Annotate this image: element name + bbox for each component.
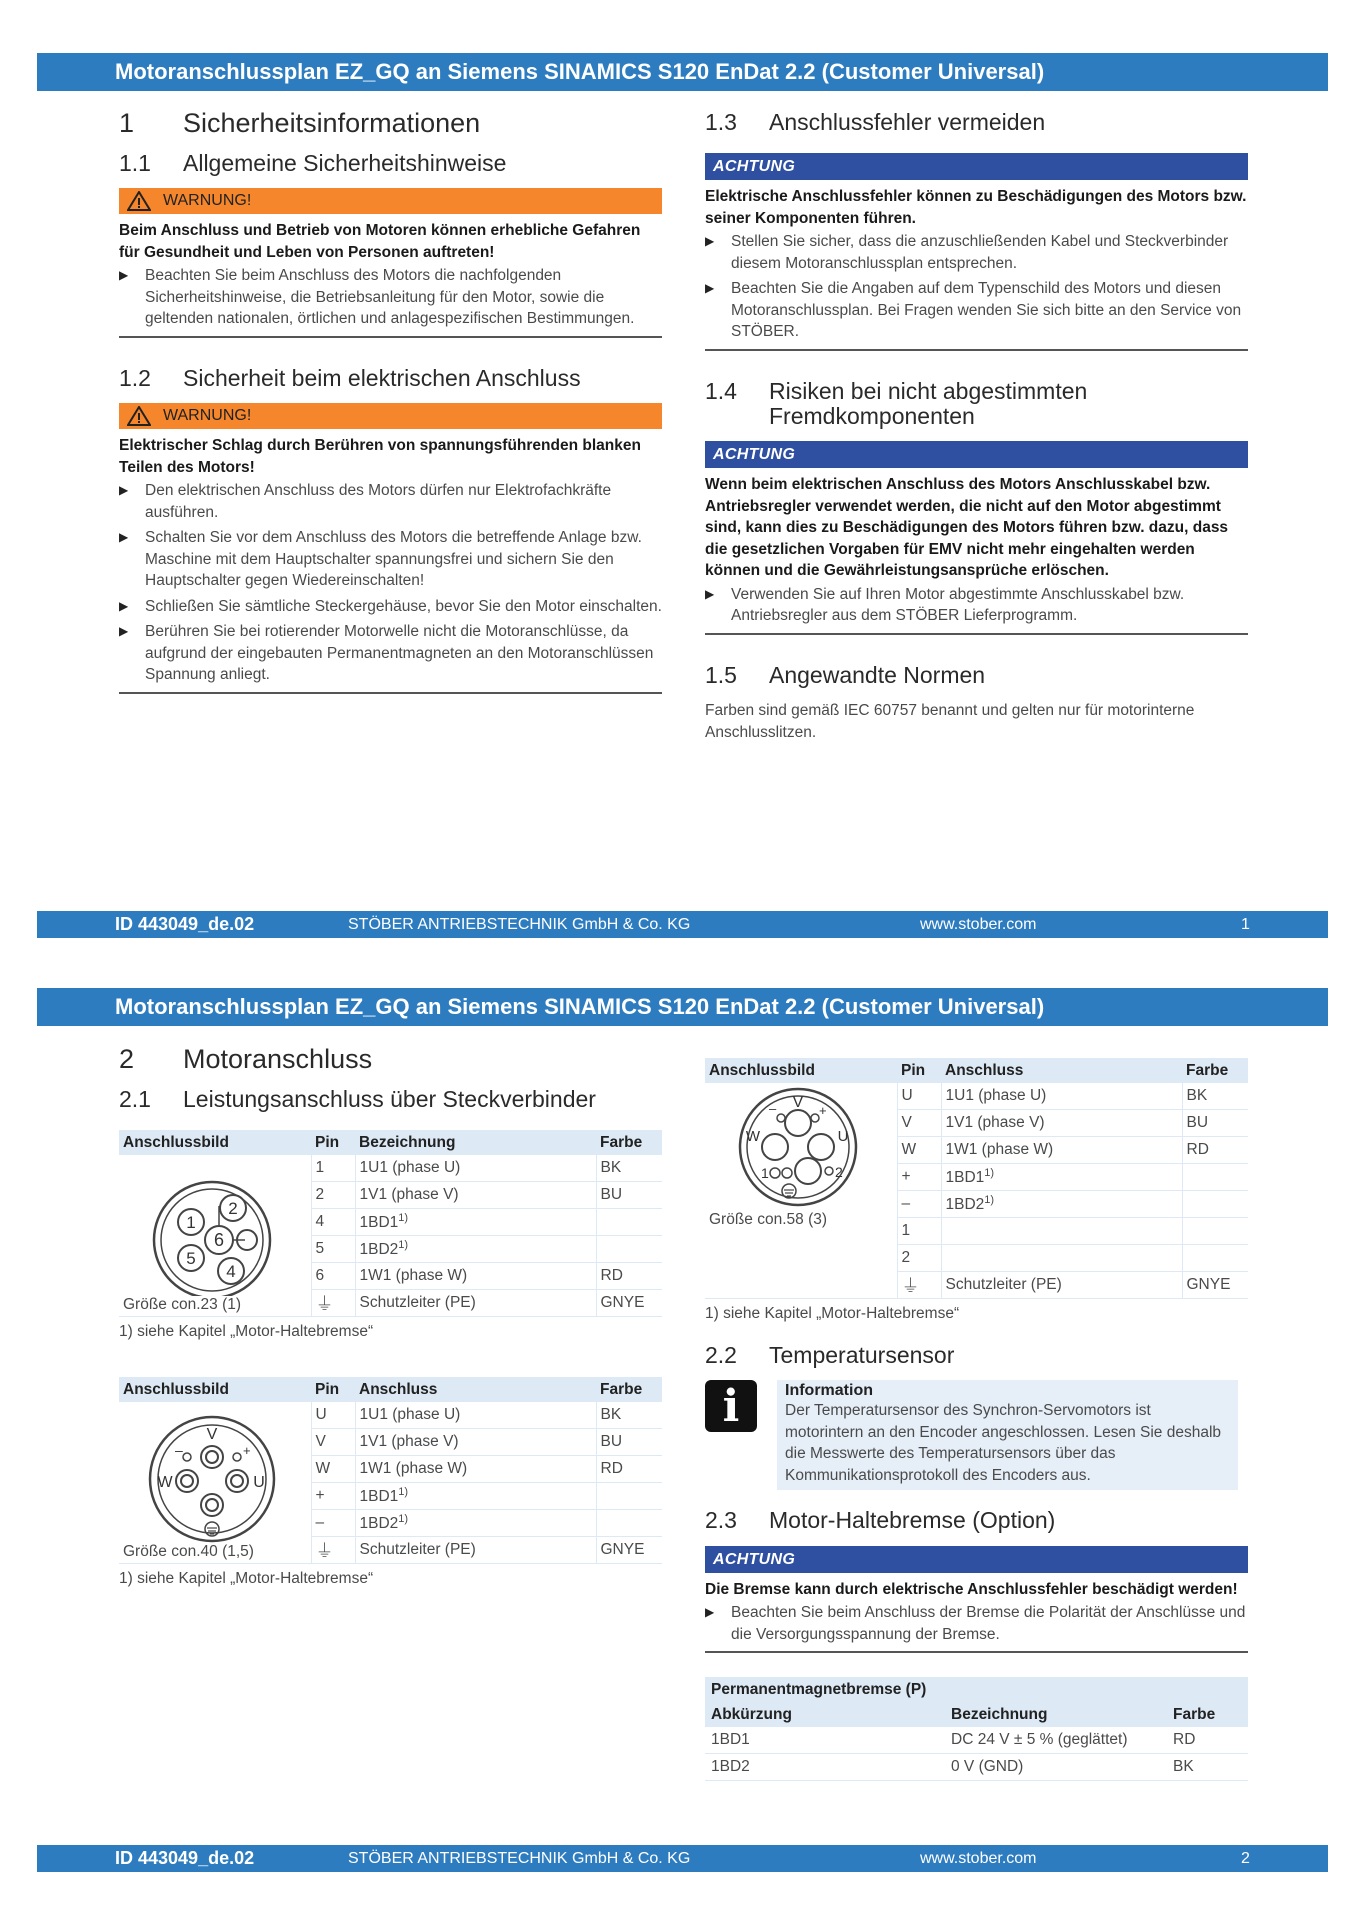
section-number: 2.1 [119, 1086, 151, 1113]
information-text: Der Temperatursensor des Synchron-Servomotors ist motorintern an den Encoder angeschlossen. Lesen Sie deshalb die Messwerte des Temperatursensors über das Kommunikationsprotokoll des Encoders aus. [785, 1402, 1222, 1484]
designation-text: 1BD1 [359, 1214, 399, 1232]
connector-size-caption: Größe con.58 (3) [709, 1211, 828, 1228]
connection-cell [941, 1191, 1182, 1218]
notice-banner: ACHTUNG [705, 1546, 1248, 1573]
designation-cell [355, 1155, 596, 1182]
bullet-arrow-icon: ▶ [705, 281, 715, 296]
color-cell [1182, 1218, 1248, 1245]
connection-cell [941, 1137, 1182, 1164]
svg-text:U: U [253, 1474, 265, 1492]
notice-statement: Wenn beim elektrischen Anschluss des Motors Anschlusskabel bzw. Antriebsregler verwendet werden, die nicht auf den Motor abgestimmt sind, kann dies zu Beschädigungen des Motors führen bzw. dazu, dass die gesetzlichen Vorgaben für EMV nicht mehr eingehalten werden können und die Gewährleistungsansprüche erlöschen. [705, 476, 1229, 580]
connection-text: 1BD1 [945, 1169, 985, 1187]
pin-cell: 2 [311, 1182, 355, 1209]
list-item-text: Schließen Sie sämtliche Steckergehäuse, bevor Sie den Motor einschalten. [145, 597, 662, 615]
section-title: Sicherheitsinformationen [183, 108, 481, 138]
designation-text: 1W1 (phase W) [359, 1267, 468, 1285]
bullet-arrow-icon: ▶ [705, 234, 715, 249]
list-item [119, 621, 662, 686]
color-cell: GNYE [596, 1290, 662, 1317]
warning-statement: Elektrischer Schlag durch Berühren von spannungsführenden blanken Teilen des Motors! [119, 437, 641, 476]
color-cell: BU [1182, 1110, 1248, 1137]
color-cell: BK [1182, 1083, 1248, 1110]
page2-left-column [119, 1044, 662, 1588]
color-cell: RD [1182, 1137, 1248, 1164]
list-item-text: Beachten Sie beim Anschluss der Bremse die Polarität der Anschlüsse und die Versorgungsspannung der Bremse. [731, 1604, 1246, 1643]
svg-text:V: V [792, 1094, 804, 1111]
connector-diagram-cell [119, 1155, 311, 1317]
section-title: Risiken bei nicht abgestimmten Fremdkomponenten [769, 377, 1088, 430]
section-title: Temperatursensor [769, 1342, 955, 1368]
color-cell: BU [596, 1429, 662, 1456]
color-cell: BK [596, 1155, 662, 1182]
section-2-heading [119, 1044, 662, 1075]
page-number: 2 [1241, 1850, 1250, 1867]
page-number: 1 [1241, 916, 1250, 933]
page1-header: Motoranschlussplan EZ_GQ an Siemens SINAMICS S120 EnDat 2.2 (Customer Universal) [37, 53, 1328, 91]
abbreviation-cell: 1BD1 [705, 1727, 945, 1754]
connection-cell [355, 1483, 596, 1510]
color-cell [596, 1510, 662, 1537]
bullet-arrow-icon: ▶ [119, 530, 129, 545]
pin-cell: V [897, 1110, 941, 1137]
divider [705, 349, 1248, 351]
svg-text:+: + [819, 1103, 827, 1118]
brake-table [705, 1677, 1248, 1781]
column-header: Farbe [596, 1130, 662, 1155]
color-cell [596, 1236, 662, 1263]
connection-cell [355, 1537, 596, 1564]
column-header: Anschluss [941, 1058, 1182, 1083]
footnote: 1) siehe Kapitel „Motor-Haltebremse“ [705, 1305, 960, 1322]
footnote-marker: 1) [398, 1239, 409, 1252]
list-item [705, 1602, 1248, 1645]
bullet-arrow-icon: ▶ [119, 483, 129, 498]
connection-text: Schutzleiter (PE) [945, 1276, 1062, 1293]
connection-cell [941, 1272, 1182, 1299]
ground-icon: ⏚ [897, 1272, 941, 1299]
section-number: 2 [119, 1044, 135, 1074]
svg-text:2: 2 [228, 1199, 238, 1219]
connection-cell [941, 1245, 1182, 1272]
section-number: 1 [119, 108, 135, 138]
table-row [705, 1727, 1248, 1754]
column-header: Farbe [596, 1377, 662, 1402]
connector-table-con23 [119, 1130, 662, 1317]
page2-header: Motoranschlussplan EZ_GQ an Siemens SINAMICS S120 EnDat 2.2 (Customer Universal) [37, 988, 1328, 1026]
list-item [705, 231, 1248, 274]
color-cell [1182, 1245, 1248, 1272]
column-header: Pin [311, 1377, 355, 1402]
designation-cell [355, 1236, 596, 1263]
svg-text:5: 5 [186, 1249, 196, 1269]
section-title: Sicherheit beim elektrischen Anschluss [183, 364, 581, 391]
connector-con40-pinout-diagram [127, 1413, 297, 1543]
section-number: 1.5 [705, 661, 737, 688]
list-item-text: Stellen Sie sicher, dass die anzuschließenden Kabel und Steckverbinder diesem Motoranschlussplan entsprechen. [731, 233, 1229, 272]
color-cell: RD [596, 1456, 662, 1483]
column-header: Farbe [1167, 1702, 1248, 1727]
connector-diagram-cell [705, 1083, 897, 1299]
warning-label: WARNUNG! [163, 407, 252, 425]
section-2-1-heading [119, 1087, 662, 1112]
column-header: Pin [897, 1058, 941, 1083]
warning-banner [119, 403, 662, 429]
website-link[interactable]: www.stober.com [920, 1850, 1037, 1867]
divider [119, 692, 662, 694]
bullet-arrow-icon: ▶ [119, 598, 129, 613]
svg-text:–: – [175, 1442, 183, 1459]
bullet-arrow-icon: ▶ [705, 1605, 715, 1620]
connection-text: 1BD2 [359, 1515, 399, 1533]
warning-statement: Beim Anschluss und Betrieb von Motoren können erhebliche Gefahren für Gesundheit und Leben von Personen auftreten! [119, 222, 641, 261]
column-header: Bezeichnung [945, 1702, 1167, 1727]
svg-text:1: 1 [761, 1165, 769, 1181]
website-link[interactable]: www.stober.com [920, 916, 1037, 933]
designation-text: 1V1 (phase V) [359, 1186, 459, 1204]
svg-text:W: W [745, 1128, 761, 1145]
warning-triangle-icon [127, 406, 151, 426]
svg-text:–: – [769, 1101, 777, 1116]
connector-table-con40 [119, 1377, 662, 1564]
color-cell: GNYE [1182, 1272, 1248, 1299]
info-icon: i [705, 1380, 757, 1432]
color-cell: GNYE [596, 1537, 662, 1564]
connection-text: 1U1 (phase U) [945, 1087, 1047, 1104]
connection-text: 1V1 (phase V) [359, 1433, 459, 1451]
pin-cell: + [311, 1483, 355, 1510]
list-item-text: Schalten Sie vor dem Anschluss des Motors die betreffende Anlage bzw. Maschine mit dem Hauptschalter spannungsfrei und sichern Sie den Hauptschalter gegen Wiedereinschalten! [145, 529, 642, 590]
designation-cell [355, 1182, 596, 1209]
svg-text:+: + [243, 1443, 251, 1459]
connector-table-con58 [705, 1058, 1248, 1299]
divider [705, 633, 1248, 635]
list-item [705, 584, 1248, 627]
svg-text:1: 1 [186, 1213, 196, 1233]
section-1-heading [119, 108, 662, 139]
designation-cell: DC 24 V ± 5 % (geglättet) [945, 1727, 1167, 1754]
pin-cell: + [897, 1164, 941, 1191]
connector-size-caption: Größe con.40 (1,5) [123, 1543, 254, 1561]
table-row [119, 1402, 662, 1429]
connection-text: 1BD1 [359, 1488, 399, 1506]
list-item [119, 596, 662, 618]
footnote-marker: 1) [398, 1486, 409, 1499]
company-name: STÖBER ANTRIEBSTECHNIK GmbH & Co. KG [348, 916, 691, 933]
column-header: Anschlussbild [119, 1130, 311, 1155]
bullet-arrow-icon: ▶ [119, 268, 129, 283]
color-cell: BU [596, 1182, 662, 1209]
section-title: Leistungsanschluss über Steckverbinder [183, 1086, 596, 1113]
abbreviation-cell: 1BD2 [705, 1754, 945, 1781]
list-item-text: Verwenden Sie auf Ihren Motor abgestimmte Anschlusskabel bzw. Antriebsregler aus dem STÖBER Lieferprogramm. [731, 585, 1185, 625]
pin-cell: 1 [311, 1155, 355, 1182]
pin-cell: V [311, 1429, 355, 1456]
notice-banner: ACHTUNG [705, 153, 1248, 180]
pin-cell: U [897, 1083, 941, 1110]
list-item-text: Berühren Sie bei rotierender Motorwelle nicht die Motoranschlüsse, da aufgrund der eingebauten Permanentmagneten an den Motoranschlüssen Spannung anliegt. [145, 623, 654, 684]
connection-text: 1U1 (phase U) [359, 1406, 461, 1424]
column-header: Anschlussbild [119, 1377, 311, 1402]
table-row [705, 1083, 1248, 1110]
connector-diagram-cell [119, 1402, 311, 1564]
warning-triangle-icon [127, 191, 151, 211]
bullet-arrow-icon: ▶ [705, 586, 715, 601]
svg-text:W: W [157, 1474, 173, 1492]
svg-text:4: 4 [226, 1262, 236, 1282]
pin-cell: 2 [897, 1245, 941, 1272]
connector-con23-pinout-diagram [127, 1178, 297, 1296]
pin-cell: U [311, 1402, 355, 1429]
section-number: 1.1 [119, 150, 151, 177]
connection-cell [941, 1083, 1182, 1110]
page1-left-column [119, 108, 662, 694]
list-item-text: Den elektrischen Anschluss des Motors dürfen nur Elektrofachkräfte ausführen. [145, 482, 612, 521]
connection-cell [941, 1110, 1182, 1137]
table-row [705, 1754, 1248, 1781]
section-1-4-heading [705, 379, 1248, 430]
svg-text:2: 2 [835, 1164, 843, 1180]
section-title: Angewandte Normen [769, 661, 986, 688]
color-cell: RD [1167, 1727, 1248, 1754]
ground-icon: ⏚ [311, 1537, 355, 1564]
section-number: 1.2 [119, 364, 151, 391]
section-number: 1.3 [705, 109, 737, 135]
pin-cell: W [311, 1456, 355, 1483]
footnote: 1) siehe Kapitel „Motor-Haltebremse“ [119, 1570, 374, 1588]
connection-cell [355, 1456, 596, 1483]
designation-cell [355, 1263, 596, 1290]
connection-cell [355, 1402, 596, 1429]
connector-con58-pinout-diagram [713, 1085, 883, 1207]
brake-table-title: Permanentmagnetbremse (P) [705, 1677, 1248, 1702]
color-cell [1182, 1191, 1248, 1218]
connection-text: 1W1 (phase W) [359, 1460, 468, 1478]
designation-cell [355, 1209, 596, 1236]
information-box [705, 1380, 1248, 1490]
connection-cell [941, 1164, 1182, 1191]
color-cell: BK [596, 1402, 662, 1429]
section-number: 2.2 [705, 1342, 737, 1368]
section-title: Motor-Haltebremse (Option) [769, 1507, 1056, 1534]
list-item [119, 480, 662, 523]
svg-text:V: V [206, 1426, 218, 1444]
footnote-marker: 1) [984, 1193, 995, 1206]
connection-text: 1BD2 [945, 1196, 985, 1214]
svg-text:6: 6 [213, 1230, 225, 1251]
pin-cell: W [897, 1137, 941, 1164]
connection-text: 1V1 (phase V) [945, 1114, 1045, 1131]
pin-cell: – [897, 1191, 941, 1218]
color-cell [1182, 1164, 1248, 1191]
company-name: STÖBER ANTRIEBSTECHNIK GmbH & Co. KG [348, 1850, 691, 1867]
designation-cell: 0 V (GND) [945, 1754, 1167, 1781]
section-2-2-heading [705, 1343, 1248, 1368]
notice-statement: Die Bremse kann durch elektrische Anschlussfehler beschädigt werden! [705, 1580, 1238, 1598]
section-number: 1.4 [705, 377, 737, 404]
document-id: ID 443049_de.02 [115, 914, 255, 934]
footnote-marker: 1) [398, 1513, 409, 1526]
connector-size-caption: Größe con.23 (1) [123, 1296, 242, 1314]
section-2-3-heading [705, 1508, 1248, 1533]
page2-footer [37, 1845, 1328, 1872]
list-item [119, 527, 662, 592]
page1-right-column [705, 110, 1248, 743]
designation-text: Schutzleiter (PE) [359, 1294, 476, 1312]
page2-right-column [705, 1058, 1248, 1781]
section-1-3-heading [705, 110, 1248, 135]
document-id: ID 443049_de.02 [115, 1848, 255, 1868]
color-cell [596, 1483, 662, 1510]
connection-cell [355, 1510, 596, 1537]
warning-banner [119, 188, 662, 214]
column-header: Pin [311, 1130, 355, 1155]
pin-cell: 4 [311, 1209, 355, 1236]
warning-label: WARNUNG! [163, 192, 252, 210]
section-1-2-heading [119, 366, 662, 391]
notice-statement: Elektrische Anschlussfehler können zu Beschädigungen des Motors bzw. seiner Komponenten führen. [705, 188, 1247, 227]
designation-text: 1BD2 [359, 1241, 399, 1259]
connection-text: Schutzleiter (PE) [359, 1541, 476, 1559]
ground-icon: ⏚ [311, 1290, 355, 1317]
connection-cell [941, 1218, 1182, 1245]
color-cell: BK [1167, 1754, 1248, 1781]
information-content [777, 1380, 1238, 1490]
designation-cell [355, 1290, 596, 1317]
section-number: 2.3 [705, 1507, 737, 1534]
pin-cell: 6 [311, 1263, 355, 1290]
information-title: Information [785, 1382, 873, 1400]
section-title: Anschlussfehler vermeiden [769, 109, 1046, 135]
section-1-1-heading [119, 151, 662, 176]
color-cell [596, 1209, 662, 1236]
bullet-arrow-icon: ▶ [119, 624, 129, 639]
list-item [705, 278, 1248, 343]
footnote-marker: 1) [984, 1166, 995, 1179]
table-row [119, 1155, 662, 1182]
connection-text: 1W1 (phase W) [945, 1141, 1054, 1158]
norms-text: Farben sind gemäß IEC 60757 benannt und gelten nur für motorinterne Anschlusslitzen. [705, 702, 1195, 741]
footnote: 1) siehe Kapitel „Motor-Haltebremse“ [119, 1323, 374, 1341]
divider [705, 1651, 1248, 1653]
divider [119, 336, 662, 338]
section-title: Allgemeine Sicherheitshinweise [183, 150, 507, 177]
pin-cell: 5 [311, 1236, 355, 1263]
notice-banner: ACHTUNG [705, 441, 1248, 468]
list-item [119, 265, 662, 330]
designation-text: 1U1 (phase U) [359, 1159, 461, 1177]
svg-text:U: U [837, 1128, 849, 1145]
pin-cell: 1 [897, 1218, 941, 1245]
pin-cell: – [311, 1510, 355, 1537]
column-header: Abkürzung [705, 1702, 945, 1727]
list-item-text: Beachten Sie beim Anschluss des Motors die nachfolgenden Sicherheitshinweise, die Betriebsanleitung für den Motor, sowie die geltenden nationalen, örtlichen und anlagespezifischen Bestimmungen. [145, 267, 635, 328]
column-header: Anschluss [355, 1377, 596, 1402]
list-item-text: Beachten Sie die Angaben auf dem Typenschild des Motors und diesen Motoranschlussplan. Bei Fragen wenden Sie sich bitte an den Service von STÖBER. [731, 280, 1242, 341]
column-header: Anschlussbild [705, 1058, 897, 1083]
section-1-5-heading [705, 663, 1248, 688]
section-title: Motoranschluss [183, 1044, 373, 1074]
color-cell: RD [596, 1263, 662, 1290]
page1-footer [37, 911, 1328, 938]
footnote-marker: 1) [398, 1212, 409, 1225]
column-header: Bezeichnung [355, 1130, 596, 1155]
column-header: Farbe [1182, 1058, 1248, 1083]
connection-cell [355, 1429, 596, 1456]
